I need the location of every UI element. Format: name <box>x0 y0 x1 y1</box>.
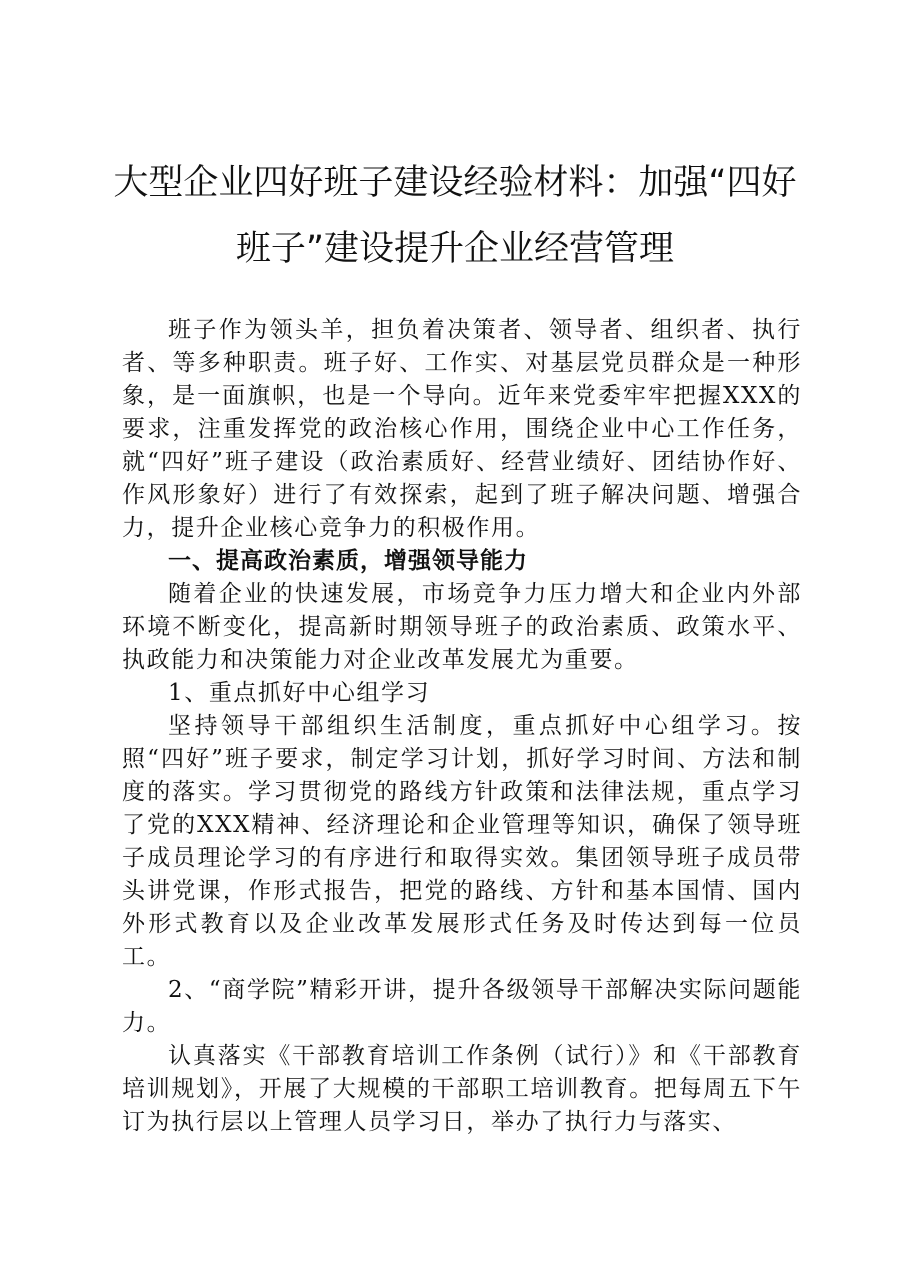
subsection-heading-2: 2、“商学院”精彩开讲，提升各级领导干部解决实际问题能力。 <box>122 977 802 1036</box>
document-body <box>122 314 802 1139</box>
subsection-heading-1: 1、重点抓好中心组学习 <box>168 680 431 706</box>
subsection-2-paragraph: 认真落实《干部教育培训工作条例（试行）》和《干部教育培训规划》，开展了大规模的干部职工培训教育。把每周五下午订为执行层以上管理人员学习日，举办了执行力与落实、 <box>122 1043 802 1135</box>
subsection-1-paragraph: 坚持领导干部组织生活制度，重点抓好中心组学习。按照“四好”班子要求，制定学习计划，抓好学习时间、方法和制度的落实。学习贯彻党的路线方针政策和法律法规，重点学习了党的XXX精神、经济理论和企业管理等知识，确保了领导班子成员理论学习的有序进行和取得实效。集团领导班子成员带头讲党课，作形式报告，把党的路线、方针和基本国情、国内外形式教育以及企业改革发展形式任务及时传达到每一位员工。 <box>122 713 802 970</box>
document-title-line-2: 班子”建设提升企业经营管理 <box>235 229 675 269</box>
intro-paragraph: 班子作为领头羊，担负着决策者、领导者、组织者、执行者、等多种职责。班子好、工作实、对基层党员群众是一种形象，是一面旗帜，也是一个导向。近年来党委牢牢把握XXX的要求，注重发挥党的政治核心作用，围绕企业中心工作任务，就“四好”班子建设（政治素质好、经营业绩好、团结协作好、作风形象好）进行了有效探索，起到了班子解决问题、增强合力，提升企业核心竞争力的积极作用。 <box>122 317 802 541</box>
section-heading-1: 一、提高政治素质，增强领导能力 <box>168 548 528 574</box>
section-1-paragraph: 随着企业的快速发展，市场竞争力压力增大和企业内外部环境不断变化，提高新时期领导班子的政治素质、政策水平、执政能力和决策能力对企业改革发展尤为重要。 <box>122 581 802 673</box>
document-title-line-1: 大型企业四好班子建设经验材料：加强“四好 <box>113 163 797 203</box>
